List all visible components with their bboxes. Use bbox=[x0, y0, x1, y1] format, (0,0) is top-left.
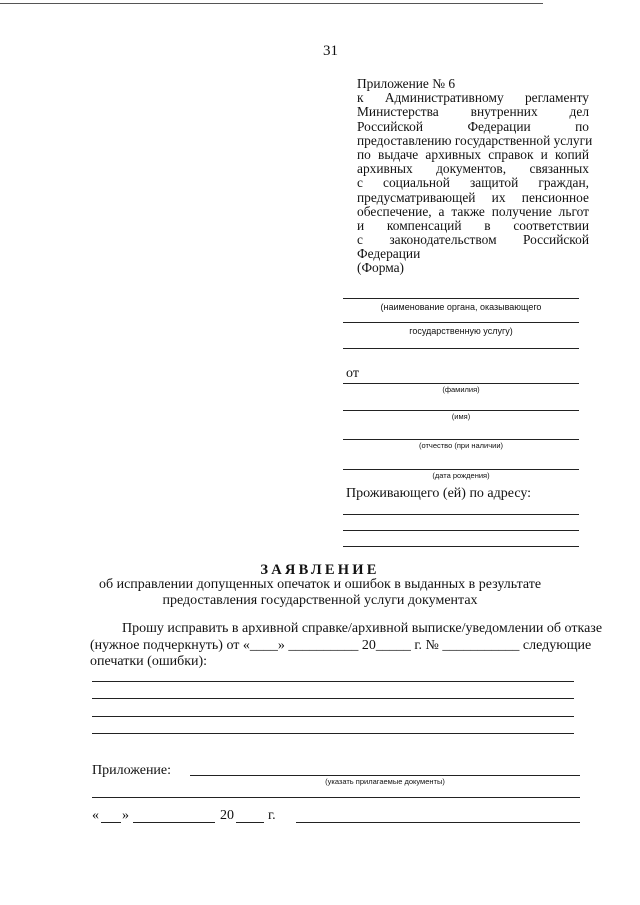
birthdate-field[interactable] bbox=[343, 469, 579, 470]
top-border-line bbox=[0, 3, 543, 4]
errors-line-4[interactable] bbox=[92, 733, 574, 734]
attachment-line-2[interactable] bbox=[92, 797, 580, 798]
address-line-1[interactable] bbox=[343, 514, 579, 515]
name-field[interactable] bbox=[343, 410, 579, 411]
appendix-header bbox=[357, 76, 593, 276]
appendix-line: обеспечение, а также получение льгот bbox=[357, 203, 589, 219]
appendix-line: и компенсаций в соответствии bbox=[357, 217, 589, 233]
appendix-line: Федерации bbox=[357, 246, 421, 262]
attachment-label: Приложение: bbox=[92, 763, 172, 778]
authority-caption-2: государственную услугу) bbox=[409, 326, 513, 336]
subtitle-line: об исправлении допущенных опечаток и ошибок в выданных в результате bbox=[98, 577, 542, 592]
date-year-suffix: г. bbox=[268, 808, 276, 823]
authority-name-line-3[interactable] bbox=[343, 348, 579, 349]
errors-line-1[interactable] bbox=[92, 681, 574, 682]
date-day-field[interactable] bbox=[101, 822, 121, 823]
residing-label: Проживающего (ей) по адресу: bbox=[346, 486, 532, 501]
errors-line-3[interactable] bbox=[92, 716, 574, 717]
appendix-line: архивных документов, связанных bbox=[357, 161, 589, 177]
attachment-field[interactable] bbox=[190, 775, 580, 776]
authority-name-line-2[interactable] bbox=[343, 322, 579, 323]
request-text bbox=[90, 621, 603, 671]
appendix-line: предоставлению государственной услуги bbox=[357, 132, 593, 148]
form-label: (Форма) bbox=[357, 260, 405, 276]
appendix-line: к Административному регламенту bbox=[357, 90, 589, 106]
appendix-line: Приложение № 6 bbox=[357, 76, 456, 91]
appendix-line: Министерства внутренних дел bbox=[357, 104, 589, 120]
address-line-2[interactable] bbox=[343, 530, 579, 531]
request-line: (нужное подчеркнуть) от «____» __________ 20_____ г. № ___________ следующие bbox=[90, 637, 592, 653]
statement-subtitle bbox=[90, 577, 550, 609]
attachment-caption: (указать прилагаемые документы) bbox=[325, 777, 445, 786]
request-line: опечатки (ошибки): bbox=[90, 654, 208, 669]
errors-line-2[interactable] bbox=[92, 698, 574, 699]
subtitle-line: предоставления государственной услуги документах bbox=[162, 593, 478, 608]
statement-title: ЗАЯВЛЕНИЕ bbox=[260, 562, 380, 578]
from-label: от bbox=[346, 366, 359, 381]
address-line-3[interactable] bbox=[343, 546, 579, 547]
request-line: Прошу исправить в архивной справке/архивной выписке/уведомлении об отказе bbox=[122, 621, 603, 636]
page-number: 31 bbox=[323, 43, 338, 59]
date-year-field[interactable] bbox=[236, 822, 264, 823]
surname-field[interactable] bbox=[343, 383, 579, 384]
appendix-line: с социальной защитой граждан, bbox=[357, 175, 589, 191]
birthdate-caption: (дата рождения) bbox=[432, 471, 490, 480]
authority-caption-1: (наименование органа, оказывающего bbox=[380, 302, 542, 312]
appendix-line: с законодательством Российской bbox=[357, 232, 589, 248]
appendix-line: Российской Федерации по bbox=[357, 118, 589, 134]
date-open-quote: « bbox=[92, 808, 99, 823]
surname-caption: (фамилия) bbox=[442, 385, 480, 394]
date-close-quote: » bbox=[122, 808, 129, 823]
date-month-field[interactable] bbox=[133, 822, 215, 823]
patronymic-caption: (отчество (при наличии) bbox=[418, 441, 504, 450]
appendix-line: по выдаче архивных справок и копий bbox=[357, 146, 589, 162]
patronymic-field[interactable] bbox=[343, 439, 579, 440]
appendix-line: предусматривающей их пенсионное bbox=[357, 189, 589, 205]
signature-field[interactable] bbox=[296, 822, 580, 823]
authority-name-line-1[interactable] bbox=[343, 298, 579, 299]
date-year-prefix: 20 bbox=[220, 808, 234, 823]
name-caption: (имя) bbox=[451, 412, 471, 421]
